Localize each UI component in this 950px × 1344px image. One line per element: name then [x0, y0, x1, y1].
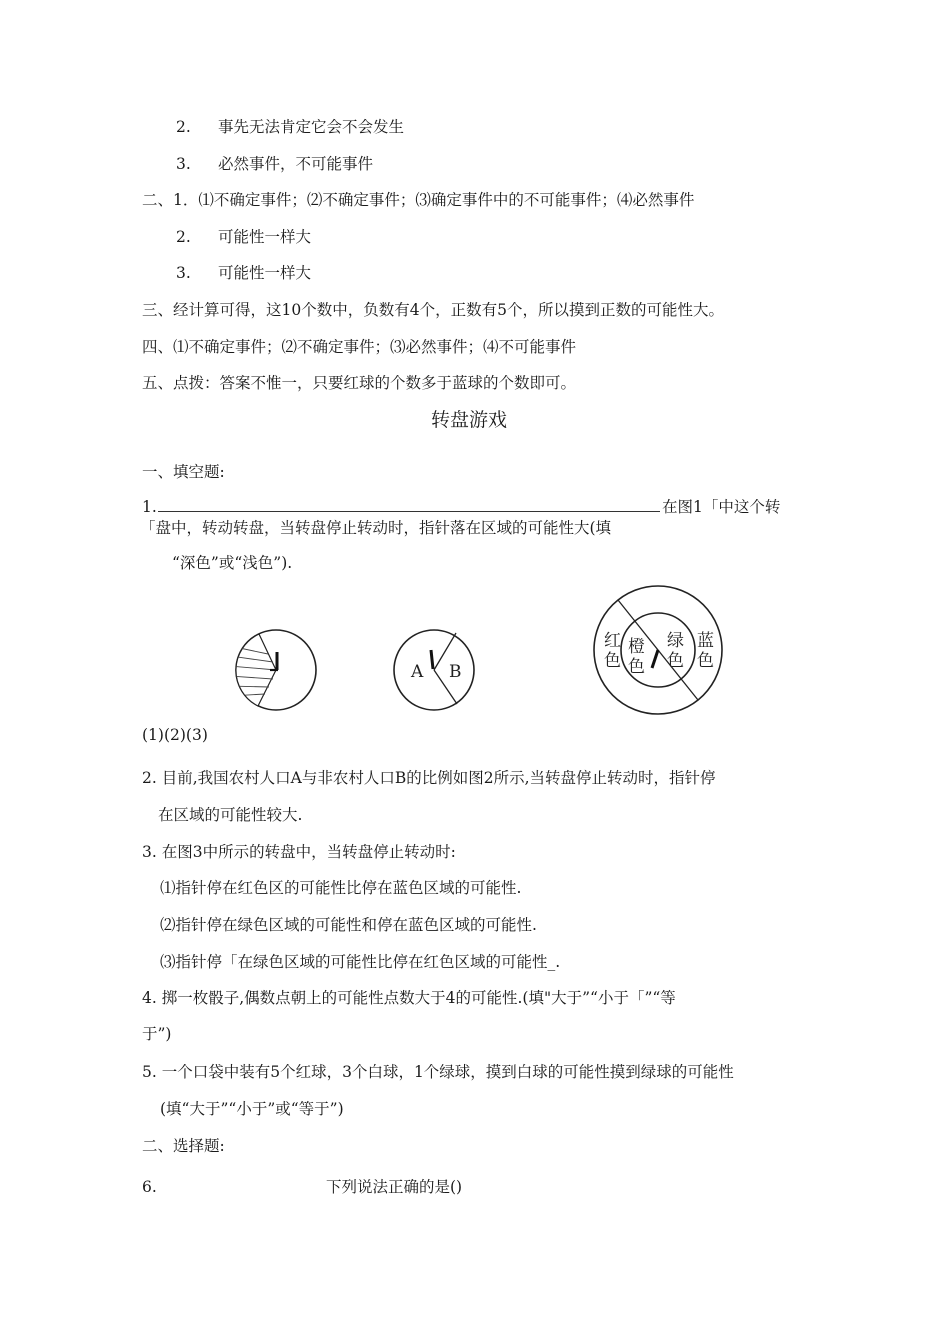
- answer-3-text: 必然事件，不可能事件: [218, 155, 374, 173]
- q2-line-2: 在区域的可能性较大.: [158, 806, 303, 824]
- spinner-2-label-b: B: [449, 662, 462, 682]
- spinner-2-pointer: [431, 650, 433, 669]
- answer-2-number: 2.: [176, 118, 191, 136]
- q1-tail: 在图1「中这个转: [662, 498, 781, 516]
- q3-sub-1: ⑴指针停在红色区的可能性比停在蓝色区域的可能性.: [160, 879, 522, 897]
- choice-heading: 二、选择题:: [142, 1137, 225, 1155]
- q2-line-1: 2. 目前,我国农村人口A与非农村人口B的比例如图2所示,当转盘停止转动时，指针停: [142, 769, 716, 787]
- q3-sub-2: ⑵指针停在绿色区域的可能性和停在蓝色区域的可能性.: [160, 916, 537, 934]
- figure-caption: (1)(2)(3): [142, 726, 208, 744]
- q1-number: 1.: [142, 498, 157, 516]
- answer-er-2-text: 可能性一样大: [218, 228, 312, 246]
- answer-si: 四、⑴不确定事件；⑵不确定事件；⑶必然事件；⑷不可能事件: [142, 338, 577, 356]
- q6-number: 6.: [142, 1178, 157, 1196]
- q5-line-1: 5. 一个口袋中装有5个红球，3个白球，1个绿球，摸到白球的可能性摸到绿球的可能性: [142, 1063, 734, 1081]
- answer-3-number: 3.: [176, 155, 191, 173]
- q6-text: 下列说法正确的是(): [326, 1178, 463, 1196]
- q1-line-3: “深色”或“浅色”).: [172, 554, 293, 572]
- q5-line-2: (填“大于”“小于”或“等于”): [160, 1100, 344, 1118]
- spinner-3-blue-1: 蓝: [697, 631, 714, 651]
- spinner-3-blue-2: 色: [697, 651, 714, 671]
- answer-er-1: 二、1．⑴不确定事件；⑵不确定事件；⑶确定事件中的不可能事件；⑷必然事件: [142, 191, 695, 209]
- answer-wu: 五、点拨：答案不惟一，只要红球的个数多于蓝球的个数即可。: [142, 374, 577, 392]
- answer-er-3-number: 3.: [176, 264, 191, 282]
- spinner-figure-2: [394, 630, 474, 710]
- spinner-3-red-2: 色: [604, 651, 621, 671]
- q4-line-2: 于”): [142, 1025, 172, 1043]
- answer-2-text: 事先无法肯定它会不会发生: [218, 118, 405, 136]
- section-title: 转盘游戏: [431, 409, 508, 431]
- spinner-3-red-1: 红: [604, 631, 621, 651]
- spinner-figure-1: [230, 630, 316, 710]
- answer-san: 三、经计算可得，这10个数中，负数有4个，正数有5个，所以摸到正数的可能性大。: [142, 301, 724, 319]
- fill-heading: 一、填空题:: [142, 463, 225, 481]
- spinner-2-label-a: A: [411, 662, 424, 682]
- spinner-3-green-2: 色: [667, 651, 684, 671]
- answer-er-3-text: 可能性一样大: [218, 264, 312, 282]
- spinner-3-orange-2: 色: [628, 657, 645, 677]
- spinner-3-orange-1: 橙: [628, 637, 645, 657]
- spinner-3-green-1: 绿: [667, 631, 684, 651]
- answer-er-2-number: 2.: [176, 228, 191, 246]
- q3-line-1: 3. 在图3中所示的转盘中，当转盘停止转动时:: [142, 843, 456, 861]
- q1-line-2: 「盘中，转动转盘，当转盘停止转动时，指针落在区域的可能性大(填: [140, 519, 612, 537]
- q4-line-1: 4. 掷一枚骰子,偶数点朝上的可能性点数大于4的可能性.(填"大于”“小于「”“等: [142, 989, 676, 1007]
- q3-sub-3: ⑶指针停「在绿色区域的可能性比停在红色区域的可能性_.: [160, 953, 561, 971]
- spinner-figure-3: [594, 586, 722, 714]
